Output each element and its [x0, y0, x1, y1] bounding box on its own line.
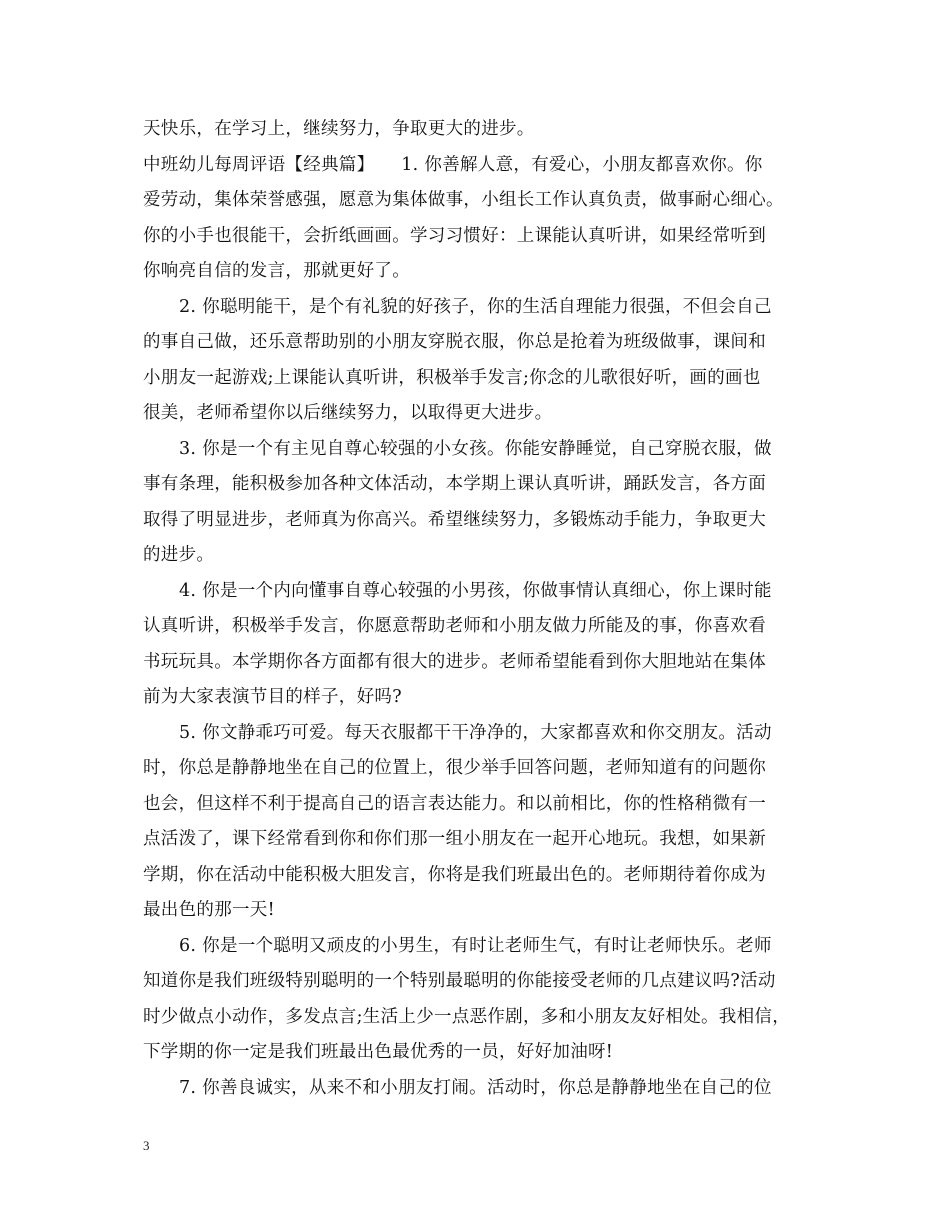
text-line: 5. 你文静乖巧可爱。每天衣服都干干净净的，大家都喜欢和你交朋友。活动 [179, 722, 772, 743]
text-line: 书玩玩具。本学期你各方面都有很大的进步。老师希望能看到你大胆地站在集体 [143, 651, 766, 672]
text-line: 认真听讲，积极举手发言，你愿意帮助老师和小朋友做力所能及的事，你喜欢看 [143, 616, 766, 636]
text-line: 小朋友一起游戏;上课能认真听讲，积极举手发言;你念的儿歌很好听，画的画也 [143, 367, 761, 388]
text-line: 前为大家表演节目的样子，好吗? [143, 687, 402, 707]
text-line: 学期，你在活动中能积极大胆发言，你将是我们班最出色的。老师期待着你成为 [143, 864, 766, 885]
text-line: 时，你总是静静地坐在自己的位置上，很少举手回答问题，老师知道有的问题你 [143, 758, 766, 778]
text-line: 知道你是我们班级特别聪明的一个特别最聪明的你能接受老师的几点建议吗?活动 [143, 971, 776, 991]
text-line: 6. 你是一个聪明又顽皮的小男生，有时让老师生气，有时让老师快乐。老师 [179, 935, 772, 956]
document-body [143, 112, 823, 1106]
text-line: 天快乐，在学习上，继续努力，争取更大的进步。 [143, 119, 535, 139]
page-number: 3 [143, 1138, 150, 1153]
text-line: 中班幼儿每周评语【经典篇】 1. 你善解人意，有爱心，小朋友都喜欢你。你 [143, 154, 763, 175]
text-line: 7. 你善良诚实，从来不和小朋友打闹。活动时，你总是静静地坐在自己的位 [179, 1077, 772, 1098]
text-line: 事有条理，能积极参加各种文体活动，本学期上课认真听讲，踊跃发言，各方面 [143, 474, 766, 494]
text-line: 很美，老师希望你以后继续努力，以取得更大进步。 [143, 403, 553, 423]
text-line: 也会，但这样不利于提高自己的语言表达能力。和以前相比，你的性格稍微有一 [143, 793, 766, 814]
text-line: 你响亮自信的发言，那就更好了。 [143, 261, 410, 281]
text-line: 时少做点小动作，多发点言;生活上少一点恶作剧，多和小朋友友好相处。我相信， [143, 1006, 790, 1027]
text-line: 你的小手也很能干，会折纸画画。学习习惯好：上课能认真听讲，如果经常听到 [143, 225, 766, 246]
text-line: 最出色的那一天! [143, 900, 275, 920]
text-line: 下学期的你一定是我们班最出色最优秀的一员，好好加油呀! [143, 1042, 614, 1062]
text-line: 取得了明显进步，老师真为你高兴。希望继续努力，多锻炼动手能力，争取更大 [143, 509, 766, 530]
text-line: 爱劳动，集体荣誉感强，愿意为集体做事，小组长工作认真负责，做事耐心细心。 [143, 190, 784, 210]
text-line: 2. 你聪明能干，是个有礼貌的好孩子，你的生活自理能力很强，不但会自己 [179, 296, 772, 317]
text-line: 4. 你是一个内向懂事自尊心较强的小男孩，你做事情认真细心，你上课时能 [179, 580, 772, 601]
text-line: 点活泼了，课下经常看到你和你们那一组小朋友在一起开心地玩。我想，如果新 [143, 829, 766, 849]
text-line: 的进步。 [143, 545, 215, 565]
text-line: 3. 你是一个有主见自尊心较强的小女孩。你能安静睡觉，自己穿脱衣服，做 [179, 438, 772, 459]
text-line: 的事自己做，还乐意帮助别的小朋友穿脱衣服，你总是抢着为班级做事，课间和 [143, 332, 766, 352]
